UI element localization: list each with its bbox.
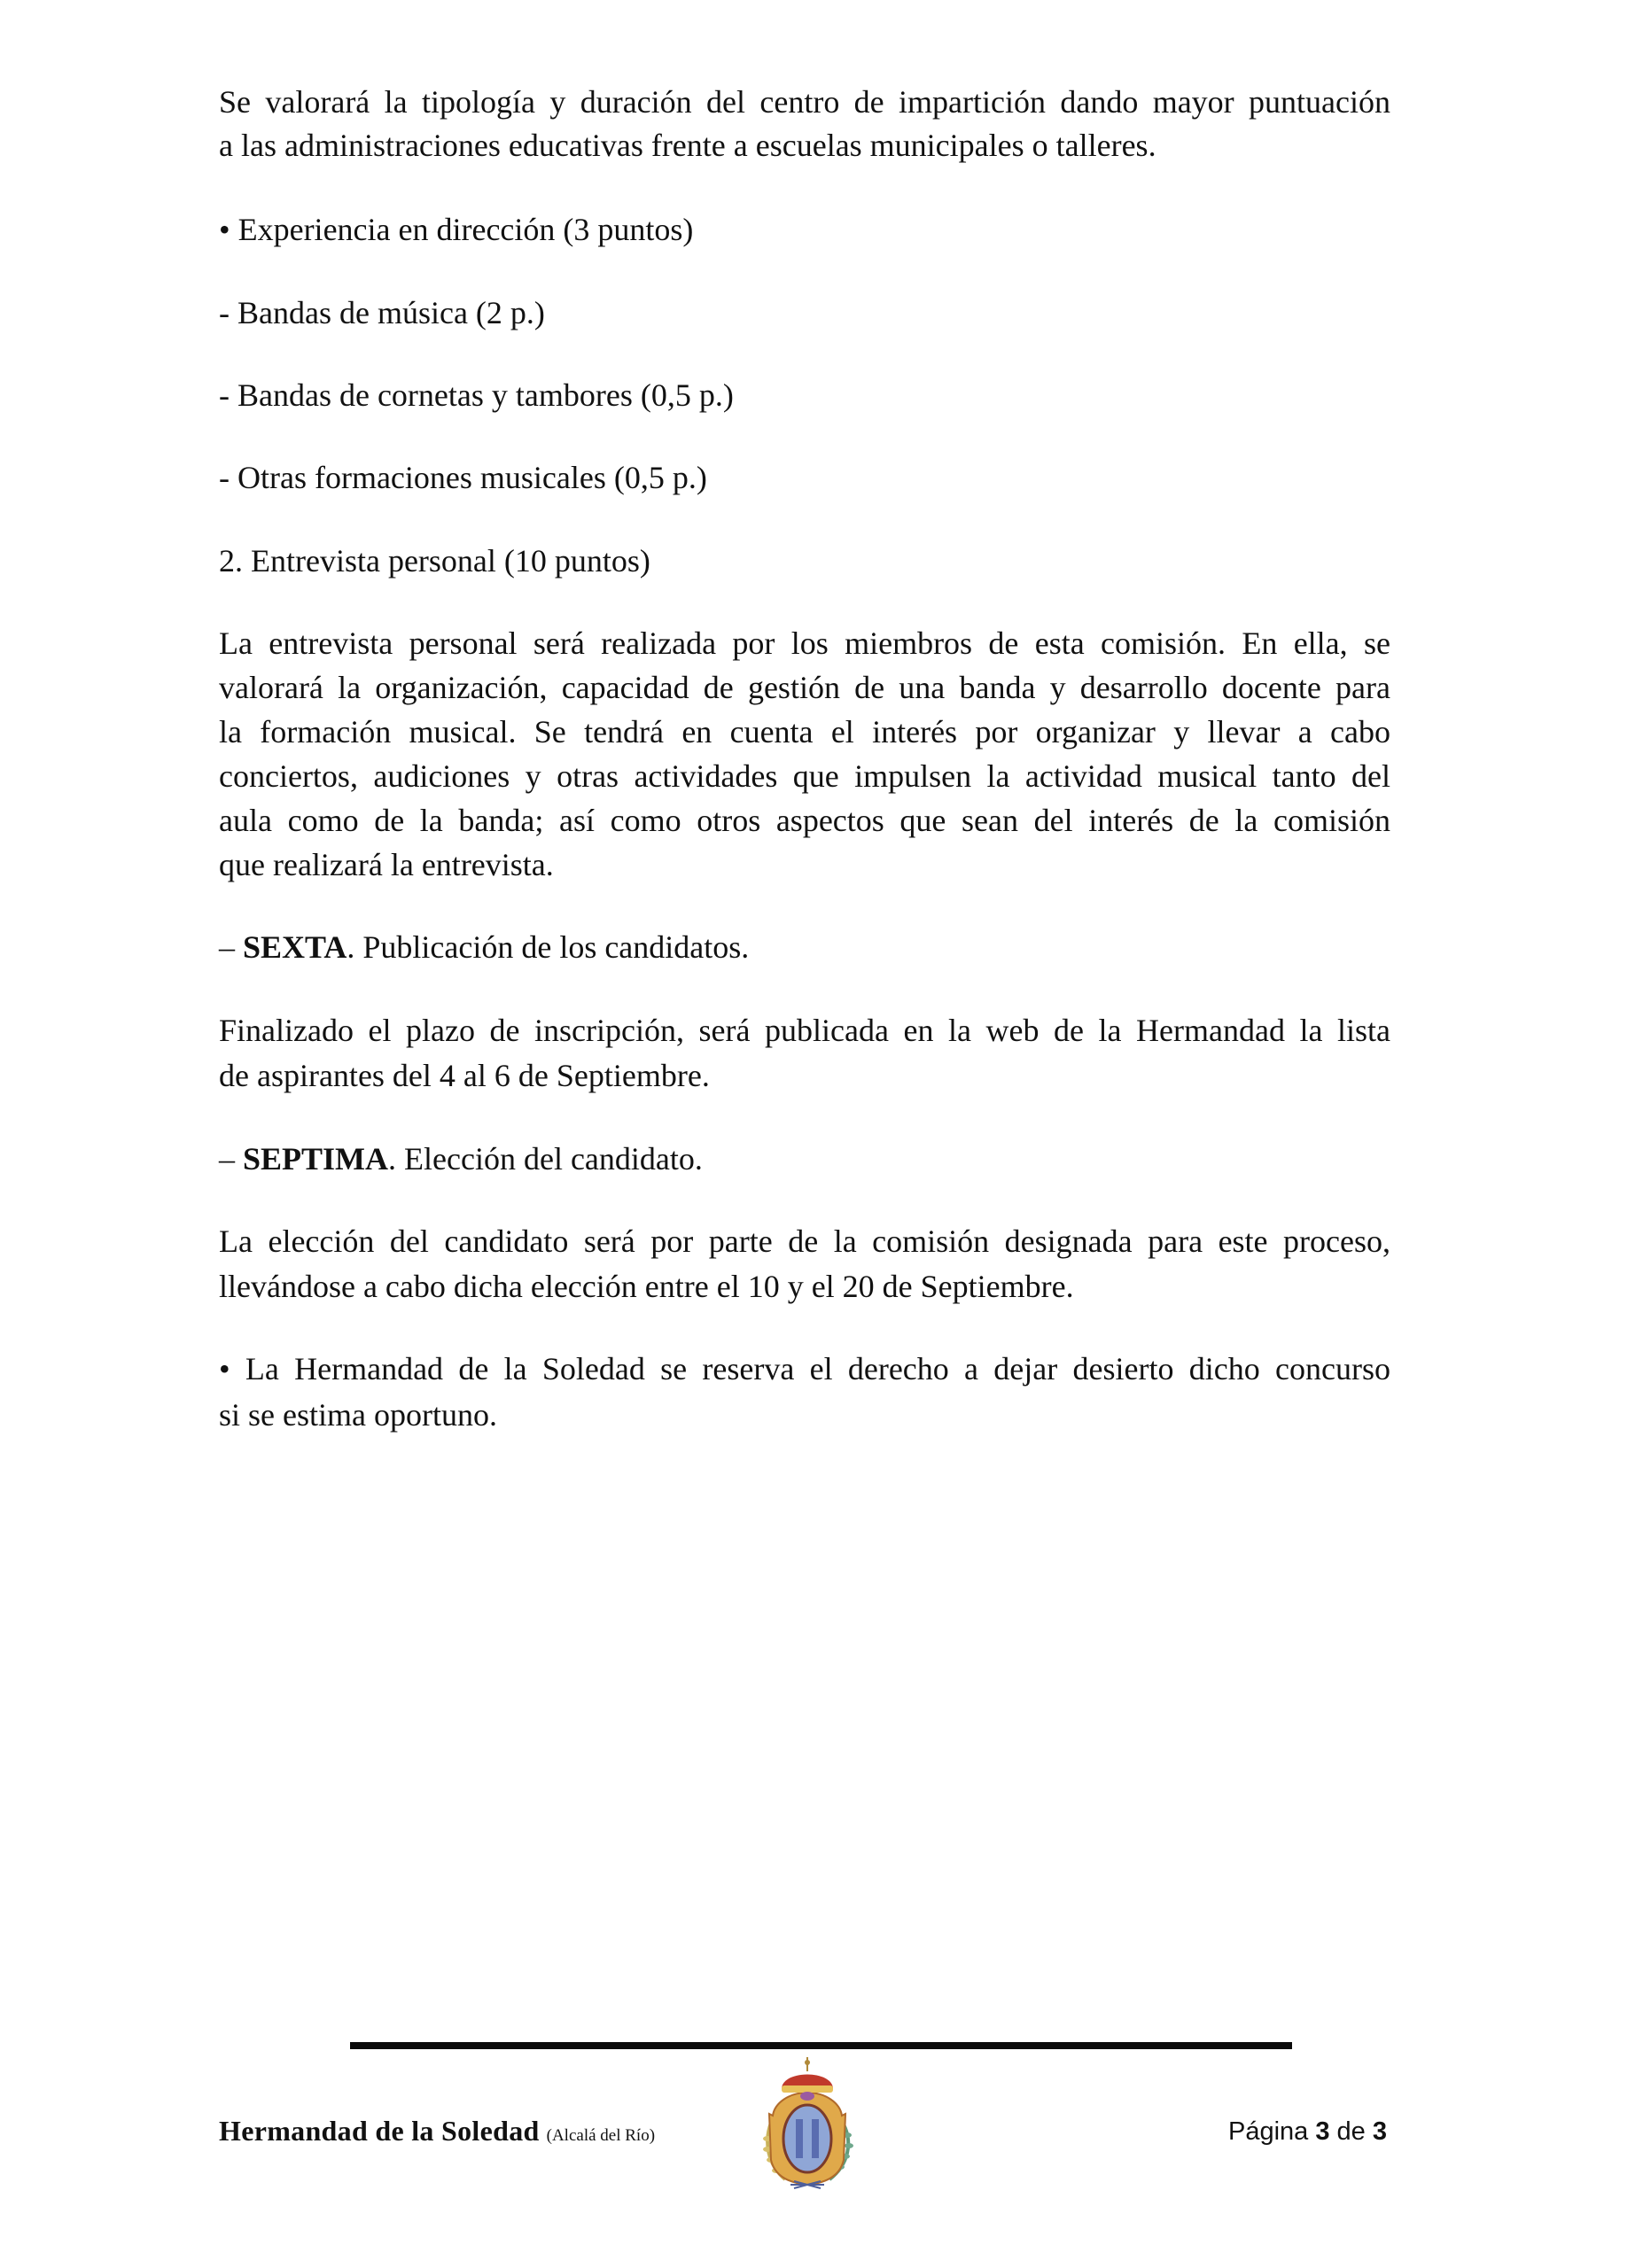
- page-of: de: [1329, 2117, 1373, 2146]
- organization-place: (Alcalá del Río): [546, 2126, 656, 2145]
- footer-divider: [350, 2042, 1292, 2049]
- text-line: de aspirantes del 4 al 6 de Septiembre.: [219, 1058, 710, 1093]
- text-line: conciertos, audiciones y otras actividades que impulsen la actividad musical tanto del: [219, 758, 1390, 794]
- dash: –: [219, 1141, 243, 1177]
- text-line: La entrevista personal será realizada por los miembros de esta comisión. En ella, se: [219, 625, 1390, 661]
- section-title: . Publicación de los candidatos.: [347, 929, 750, 965]
- text-line: llevándose a cabo dicha elección entre el 10 y el 20 de Septiembre.: [219, 1269, 1074, 1304]
- tower-left: [796, 2119, 803, 2158]
- text-line: a las administraciones educativas frente a escuelas municipales o talleres.: [219, 128, 1156, 163]
- text-line: aula como de la banda; así como otros aspectos que sean del interés de la comisión: [219, 803, 1390, 838]
- section-label: SEXTA: [243, 929, 347, 965]
- page-current: 3: [1315, 2117, 1330, 2146]
- shield: [783, 2105, 831, 2172]
- text-line: • La Hermandad de la Soledad se reserva el derecho a dejar desierto dicho concurso: [219, 1351, 1390, 1386]
- direccion-heading: • Experiencia en dirección (3 puntos): [219, 212, 694, 247]
- section-sexta-heading: [219, 925, 1390, 969]
- page-word: Página: [1228, 2117, 1316, 2146]
- section-title: . Elección del candidato.: [388, 1141, 703, 1177]
- text-line: Finalizado el plazo de inscripción, será publicada en la web de la Hermandad la lista: [219, 1013, 1390, 1048]
- coat-of-arms-icon: [755, 2054, 860, 2195]
- paragraph-entrevista: [219, 621, 1390, 887]
- text-line: valorará la organización, capacidad de gestión de una banda y desarrollo docente para: [219, 670, 1390, 705]
- text-line: La elección del candidato será por parte de la comisión designada para este proceso,: [219, 1223, 1390, 1259]
- tower-right: [812, 2119, 819, 2158]
- paragraph-eleccion: [219, 1219, 1390, 1309]
- crown-band: [782, 2085, 833, 2093]
- section-septima-heading: [219, 1137, 1390, 1181]
- footer-organization: [219, 2113, 655, 2155]
- text-line: la formación musical. Se tendrá en cuenta el interés por organizar y llevar a cabo: [219, 714, 1390, 750]
- list-item: - Otras formaciones musicales (0,5 p.): [219, 460, 707, 495]
- page-number: [1228, 2116, 1387, 2148]
- crown-jewel: [800, 2092, 814, 2101]
- list-item: - Bandas de cornetas y tambores (0,5 p.): [219, 377, 734, 413]
- paragraph-publicacion: [219, 1008, 1390, 1099]
- text-line: si se estima oportuno.: [219, 1397, 497, 1433]
- paragraph-reserva: [219, 1346, 1390, 1438]
- section-label: SEPTIMA: [243, 1141, 389, 1177]
- organization-name: Hermandad de la Soledad: [219, 2115, 540, 2147]
- entrevista-heading: 2. Entrevista personal (10 puntos): [219, 543, 650, 579]
- list-item: - Bandas de música (2 p.): [219, 295, 545, 330]
- page-total: 3: [1372, 2117, 1388, 2146]
- paragraph-tipologia: [219, 81, 1390, 167]
- text-line: Se valorará la tipología y duración del centro de impartición dando mayor puntuación: [219, 84, 1390, 120]
- dash: –: [219, 929, 243, 965]
- text-line: que realizará la entrevista.: [219, 847, 554, 882]
